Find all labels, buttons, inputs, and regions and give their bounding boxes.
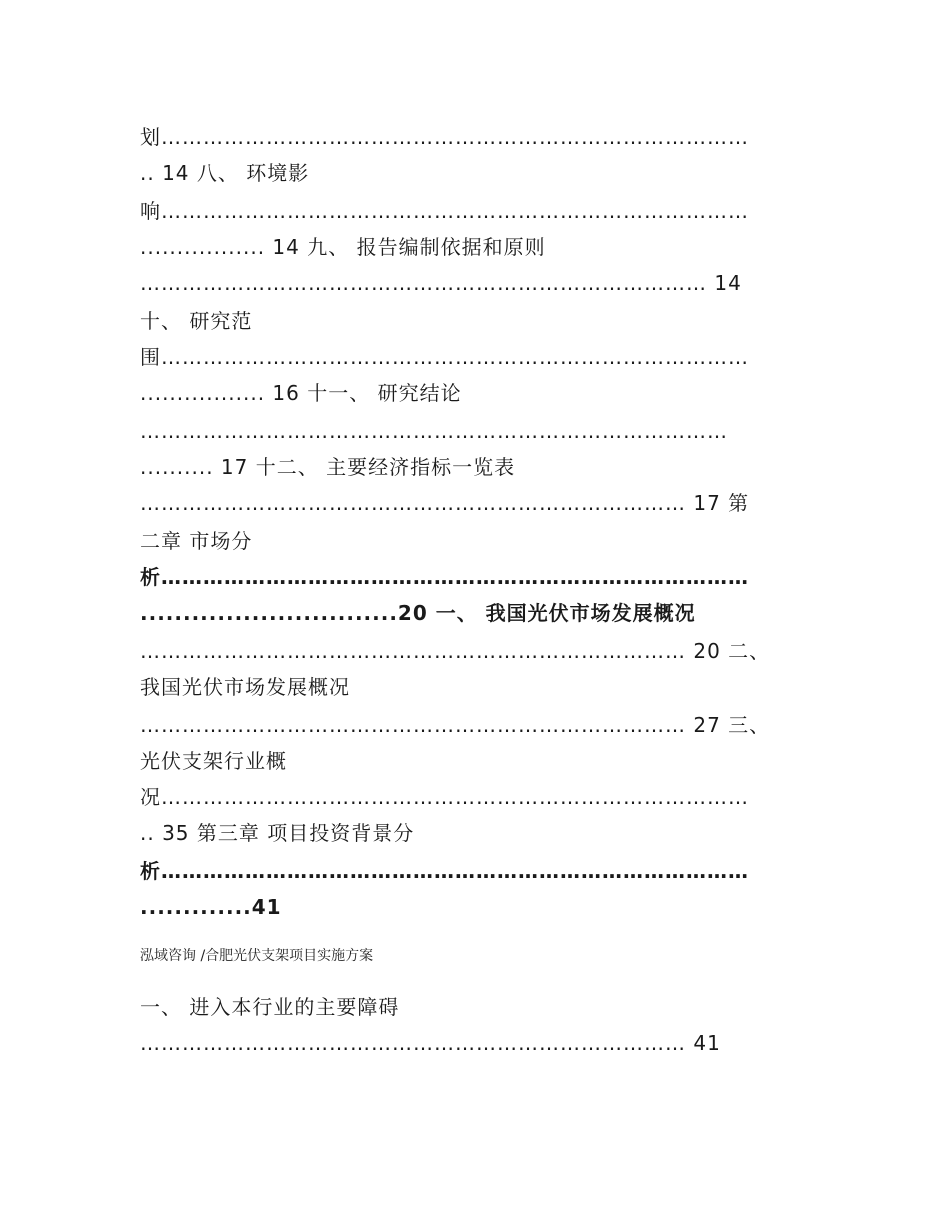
toc-line: ................. 14 九、 报告编制依据和原则 [140,235,546,259]
toc-line: 我国光伏市场发展概况 [140,675,350,699]
toc-line: .............41 [140,895,282,919]
toc-line: …………………………………………………………………… 20 二、 [140,639,771,663]
toc-line: .. 14 八、 环境影 [140,161,310,185]
toc-line: 光伏支架行业概 [140,749,287,773]
toc-line: 围………………………………………………………………………… [140,345,749,369]
toc-line: …………………………………………………………………… 17 第 [140,491,750,515]
toc-line: 响………………………………………………………………………… [140,199,749,223]
toc-line: …………………………………………………………………… 27 三、 [140,713,771,737]
toc-line: 划………………………………………………………………………… [140,125,749,149]
toc-line: 十、 研究范 [140,309,253,333]
toc-line: ………………………………………………………………………… [140,419,728,443]
section-heading: 一、 进入本行业的主要障碍 [140,995,400,1019]
toc-line: .......... 17 十二、 主要经济指标一览表 [140,455,516,479]
toc-line: 析………………………………………………………………………… [140,565,749,589]
toc-line: ..............................20 一、 我国光伏市场发展概况 [140,601,696,625]
page-footer: 泓域咨询 /合肥光伏支架项目实施方案 [140,948,374,964]
section-dots-page: …………………………………………………………………… 41 [140,1031,721,1055]
toc-line: .. 35 第三章 项目投资背景分 [140,821,415,845]
toc-line: ................. 16 十一、 研究结论 [140,381,462,405]
toc-line: 析………………………………………………………………………… [140,859,749,883]
toc-line: ……………………………………………………………………… 14 [140,271,742,295]
toc-line: 况………………………………………………………………………… [140,785,749,809]
toc-line: 二章 市场分 [140,529,253,553]
